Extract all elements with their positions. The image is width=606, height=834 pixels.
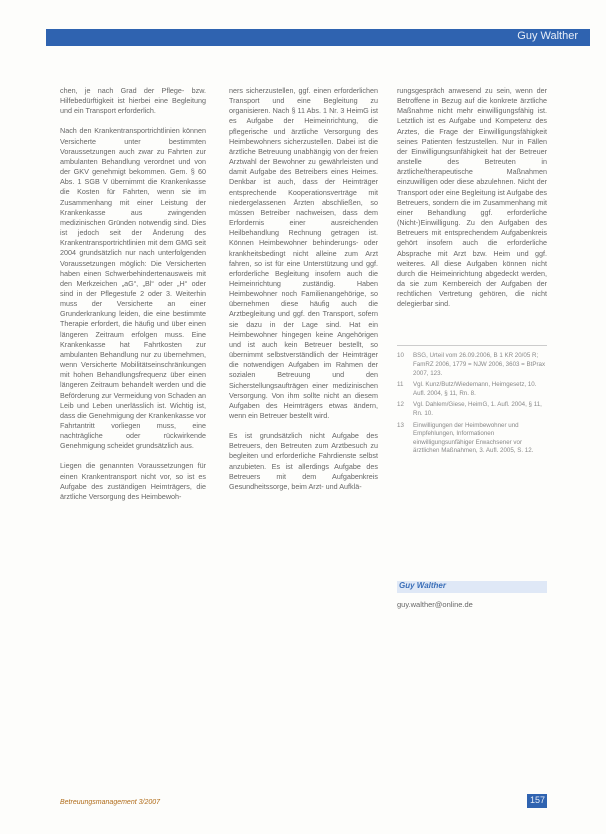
footnote xyxy=(397,401,547,418)
footnote-number: 10 xyxy=(397,352,404,360)
footnote xyxy=(397,381,547,398)
footnote-text: Einwilligungen der Heimbewohner und Empfehlungen, Informationen einwilligungsunfähiger Erwachsener vor ärztlichen Maßnahmen, 3. Aufl. 2005, S. 12. xyxy=(413,421,534,455)
footnote-number: 12 xyxy=(397,401,404,409)
text-column-2 xyxy=(229,86,378,502)
footnote-number: 11 xyxy=(397,381,404,389)
paragraph: chen, je nach Grad der Pflege- bzw. Hilfebedürftigkeit ist hierbei eine Begleitung und ein Transport erforderlich. xyxy=(60,86,206,116)
footnote xyxy=(397,422,547,456)
page-number: 157 xyxy=(530,795,546,805)
author-email[interactable]: guy.walther@online.de xyxy=(397,600,473,609)
footnote xyxy=(397,352,547,378)
paragraph: Nach den Krankentransportrichtlinien können Versicherte unter bestimmten Voraussetzungen auch zwar zu Fahrten zur ambulanten Behandlung verordnet und von der GKV genehmigt bekommen. Gem. § 60 Abs. 1 SGB V übernimmt die Krankenkasse die Kosten für Fahrten, wenn sie im Zusammenhang mit einer Leistung der Krankenkasse aus zwingenden medizinischen Gründen notwendig sind. Dies ist jedoch seit der Änderung des Krankentransportrichtlinien mit dem GMG seit 2004 grundsätzlich nur nach unterfolgenden Voraussetzungen möglich: Die Versicherten haben einen Schwerbehindertenausweis mit den Merkzeichen „aG“, „Bl“ oder „H“ oder sind in der Pflegestufe 2 oder 3. Weiterhin muss der Versicherte an einer Grunderkrankung leiden, die eine bestimmte Therapie erfordert, die häufig und über einen längeren Zeitraum erfolgen muss. Eine Krankenkasse hat Fahrtkosten zur ambulanten Behandlung nur zu übernehmen, wenn Versicherte Mobilitätseinschränkungen mit hohen Behandlungsfrequenz über einen längeren Zeitraum behandelt werden und die Beförderung zur Vermeidung von Schaden an Leib und Leben unerlässlich ist. Wichtig ist, dass die Genehmigung der Krankenkasse vor Fahrtantritt vorliegen muss, eine nachträgliche oder rückwirkende Genehmigung scheidet grundsätzlich aus. xyxy=(60,126,206,451)
text-column-1 xyxy=(60,86,206,512)
author-box xyxy=(397,581,547,593)
footnote-number: 13 xyxy=(397,421,404,429)
footnote-text: Vgl. Dahlem/Giese, HeimG, 1. Aufl. 2004, § 11, Rn. 10. xyxy=(413,401,542,417)
text-column-3 xyxy=(397,86,547,459)
footnote-text: Vgl. Kunz/Butz/Wiedemann, Heimgesetz, 10. Aufl. 2004, § 11, Rn. 8. xyxy=(413,381,537,397)
header-bar xyxy=(46,29,590,46)
footnote-text: BSG, Urteil vom 26.09.2006, B 1 KR 20/05 R; FamRZ 2006, 1779 = NJW 2006, 3603 = BtPrax 2007, 123. xyxy=(413,352,546,377)
journal-title: Betreuungsmanagement 3/2007 xyxy=(60,799,161,806)
paragraph: Es ist grundsätzlich nicht Aufgabe des Betreuers, den Betreuten zum Arztbesuch zu begleiten und erforderliche Fahrdienste selbst anzubieten. Es ist allerdings Aufgabe des Betreuers mit dem Aufgabenkreis Gesundheitssorge, beim Arzt- und Aufklä- xyxy=(229,431,378,491)
header-author: Guy Walther xyxy=(517,30,578,42)
footnotes xyxy=(397,345,547,456)
paragraph: Liegen die genannten Voraussetzungen für einen Krankentransport nicht vor, so ist es Aufgabe des zuständigen Heimträgers, die ärztliche Versorgung des Heimbewoh- xyxy=(60,461,206,501)
page-number-box xyxy=(527,794,547,808)
paragraph: ners sicherzustellen, ggf. einen erforderlichen Transport und eine Begleitung zu organisieren. Nach § 11 Abs. 1 Nr. 3 HeimG ist es Aufgabe der Heimeinrichtung, die pflegerische und ärztliche Versorgung des Heimbewohners sicherzustellen. Dabei ist die ärztliche Betreuung unabhängig von der freien Arztwahl der Bewohner zu gewährleisten und damit Aufgabe des Betreibers eines Heimes. Denkbar ist auch, dass der Heimträger entsprechende Kooperationsverträge mit niedergelassenen Ärzten abschließen, so müssen Betreiber nachweisen, dass dem Erfordernis einer ausreichenden Heilbehandlung Rechnung getragen ist. Können Heimbewohner behinderungs- oder krankheitsbedingt nicht alleine zum Arzt fahren, so ist für eine Unterstützung und ggf. erforderliche Begleitung insofern auch die Heimeinrichtung zuständig. Haben Heimbewohner noch Familienangehörige, so übernehmen diese häufig auch die Arztbegleitung und ggf. den Transport, sofern sie dazu in der Lage sind. Hat ein Heimbewohner hingegen keine Angehörigen und ist auch kein Betreuer bestellt, so übernimmt selbstverständlich der Heimträger die notwendigen Aufgaben im Rahmen der sozialen Betreuung und den Sicherstellungsaufträgen einer medizinischen Versorgung. Von ihm sollte nicht an diesem Aufgaben des Heimträgers etwas ändern, wenn ein Betreuer bestellt wird. xyxy=(229,86,378,420)
author-name: Guy Walther xyxy=(399,581,446,590)
paragraph: rungsgespräch anwesend zu sein, wenn der Betroffene in Bezug auf die konkrete ärztliche Maßnahme nicht mehr einwilligungsfähig ist. Letztlich ist es Aufgabe und Kompetenz des Arztes, die Frage der Einwilligungsfähigkeit seines Patienten festzustellen. Nur in Fällen der Einwilligungsunfähigkeit hat der Betreuer anstelle des Betreuten in ärztliche/therapeutische Maßnahmen einzuwilligen oder diese abzulehnen. Nicht der Transport oder eine Begleitung ist Aufgabe des Betreuers, sondern die im Zusammenhang mit einer Behandlung ggf. erforderliche (Nicht-)Einwilligung. Zu den Aufgaben des Betreuers mit entsprechendem Aufgabenkreis gehört insofern auch die erforderliche Absprache mit Arzt bzw. Heim und ggf. weiteres. All diese Aufgaben können nicht durch die Heimeinrichtung abgedeckt werden, da sie zum Kernbereich der Aufgaben der rechtlichen Vertretung gehören, die nicht delegierbar sind. xyxy=(397,86,547,309)
